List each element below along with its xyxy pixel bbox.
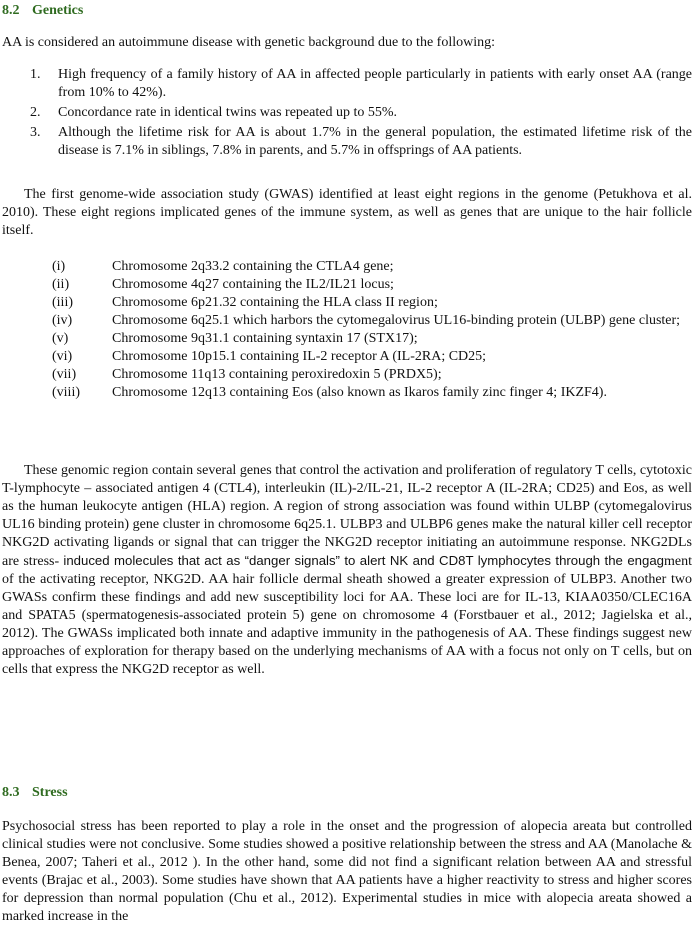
list-item-text: Concordance rate in identical twins was repeated up to 55%.: [58, 105, 397, 120]
list-item: [52, 294, 692, 312]
list-marker: (v): [52, 331, 69, 346]
list-item-text: High frequency of a family history of AA in affected people particularly in patients with early onset AA (range from 10% to 42%).: [58, 67, 692, 100]
chromosome-regions-list: [52, 258, 692, 402]
list-item: [52, 366, 692, 384]
list-item: [52, 384, 692, 402]
discussion-text-part1: These genomic region contain several genes that control the activation and proliferation of regulatory T cells, cytotoxic T-lymphocyte – associated antigen 4 (CTL4), interleukin (IL)-2/IL-21, IL-2 receptor A (IL-2RA; CD25) and Eos, as well as the human leukocyte antigen (HLA) region. A region of strong association was found within ULBP (cytomegalovirus UL16 binding protein) gene cluster in chromosome 6q25.1. ULBP3 and ULBP6 genes make the natural killer cell receptor NKG2D activating ligands or signal that can trigger the NKG2D receptor initiating an autoimmune response. NKG2DLs are stress-: [2, 463, 692, 569]
section-heading-genetics: [2, 2, 83, 20]
list-item-text: Chromosome 10p15.1 containing IL-2 receptor A (IL-2RA; CD25;: [112, 349, 487, 364]
list-item-text: Chromosome 4q27 containing the IL2/IL21 locus;: [112, 277, 394, 292]
section-title: Genetics: [32, 3, 84, 18]
genetic-reasons-list: [30, 66, 692, 160]
gwas-paragraph: The first genome-wide association study (GWAS) identified at least eight regions in the genome (Petukhova et al. 2010). These eight regions implicated genes of the immune system, as well as genes that are unique to the hair follicle itself.: [2, 187, 692, 238]
list-marker: (i): [52, 259, 66, 274]
genetics-intro: AA is considered an autoimmune disease with genetic background due to the following:: [2, 35, 495, 50]
stress-paragraph: Psychosocial stress has been reported to play a role in the onset and the progression of alopecia areata but controlled clinical studies were not conclusive. Some studies showed a positive relationship between the stress and AA (Manolache & Benea, 2007; Taheri et al., 2012 ). In the other hand, some did not find a significant relation between AA and stressful events (Brajac et al., 2003). Some studies have shown that AA patients have a higher reactivity to stress and higher scores for depression than normal population (Chu et al., 2012). Experimental studies in mice with alopecia areata showed a marked increase in the: [2, 819, 692, 924]
list-item-text: Although the lifetime risk for AA is about 1.7% in the general population, the estimated lifetime risk of the disease is 7.1% in siblings, 7.8% in parents, and 5.7% in offsprings of AA patients.: [58, 125, 692, 158]
list-marker: 2.: [30, 105, 41, 120]
list-item: [52, 348, 692, 366]
list-item: [52, 312, 692, 330]
section-number: 8.2: [2, 3, 20, 18]
list-item: [52, 330, 692, 348]
list-marker: (iv): [52, 313, 73, 328]
list-marker: (iii): [52, 295, 73, 310]
list-item-text: Chromosome 11q13 containing peroxiredoxin 5 (PRDX5);: [112, 367, 442, 382]
list-item-text: Chromosome 2q33.2 containing the CTLA4 gene;: [112, 259, 394, 274]
genomic-regions-discussion: [2, 462, 692, 679]
list-marker: (ii): [52, 277, 70, 292]
list-item-text: Chromosome 6q25.1 which harbors the cytomegalovirus UL16-binding protein (ULBP) gene cluster;: [112, 313, 681, 328]
list-item-text: Chromosome 12q13 containing Eos (also known as Ikaros family zinc finger 4; IKZF4).: [112, 385, 607, 400]
list-marker: (vii): [52, 367, 77, 382]
list-item-text: Chromosome 6p21.32 containing the HLA class II region;: [112, 295, 438, 310]
list-marker: (vi): [52, 349, 73, 364]
list-marker: 3.: [30, 125, 41, 140]
list-item-text: Chromosome 9q31.1 containing syntaxin 17 (STX17);: [112, 331, 418, 346]
list-item: [30, 104, 692, 122]
discussion-text-sans: induced molecules that act as “danger signals” to alert NK and CD8T lymphocytes through the engag: [63, 553, 664, 568]
section-number: 8.3: [2, 785, 20, 800]
list-marker: 1.: [30, 67, 41, 82]
list-marker: (viii): [52, 385, 80, 400]
discussion-text-part2: ment of the activating receptor, NKG2D. AA hair follicle dermal sheath showed a greater expression of ULBP3. Another two GWASs confirm these findings and add new susceptibility loci for AA. These loci are for IL-13, KIAA0350/CLEC16A and SPATA5 (spermatogenesis-associated protein 5) gene on chromosome 4 (Forstbauer et al., 2012; Jagielska et al., 2012). The GWASs implicated both innate and adaptive immunity in the pathogenesis of AA. These findings suggest new approaches of exploration for therapy based on the underlying mechanisms of AA with a focus not only on T cells, but on cells that express the NKG2D receptor as well.: [2, 554, 692, 677]
section-heading-stress: [2, 784, 68, 802]
list-item: [52, 258, 692, 276]
list-item: [52, 276, 692, 294]
section-title: Stress: [32, 785, 68, 800]
list-item: [30, 124, 692, 160]
list-item: [30, 66, 692, 102]
